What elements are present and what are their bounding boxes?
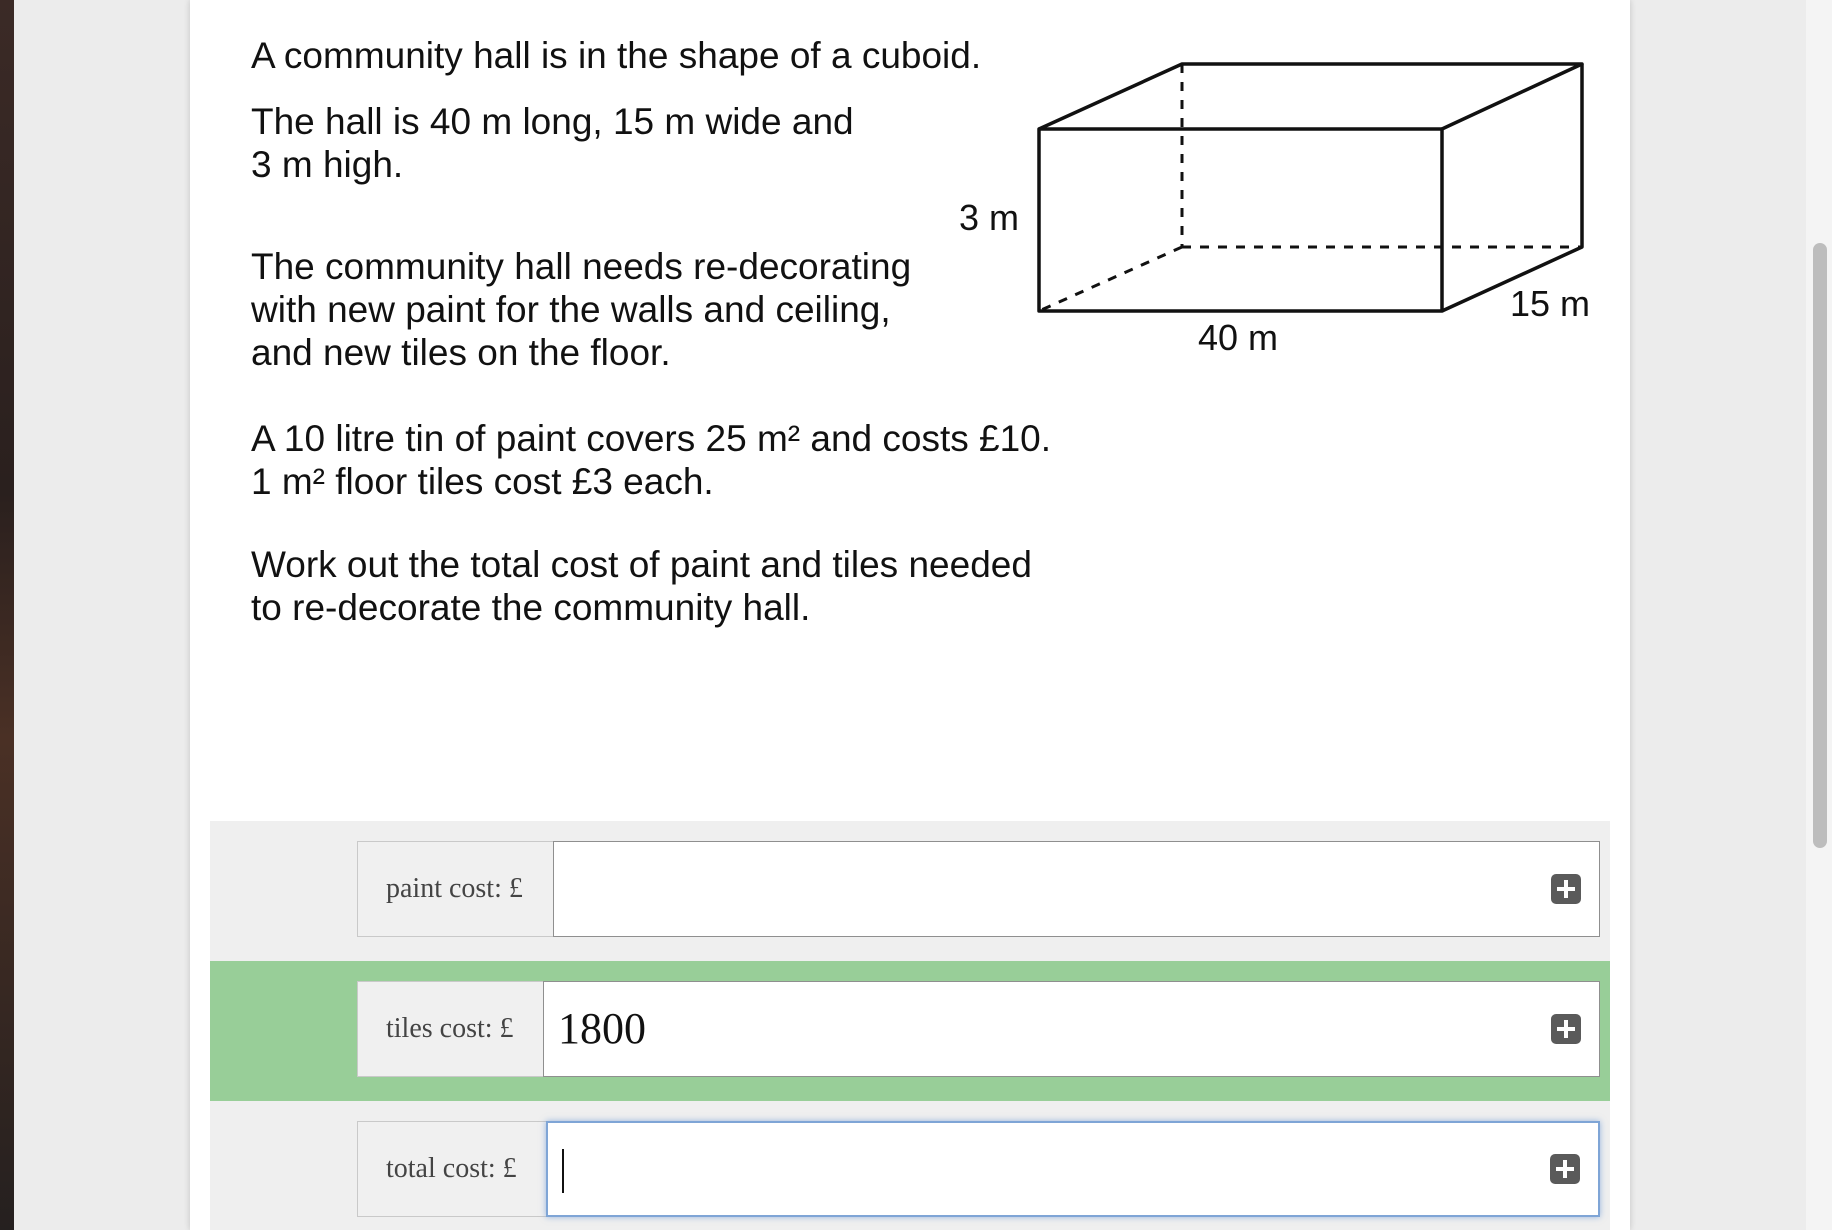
- height-label: 3 m: [959, 197, 1020, 238]
- answer-row-total: [210, 1101, 1610, 1230]
- question-redecorating-line-3: and new tiles on the floor.: [251, 332, 671, 373]
- cuboid-diagram: [190, 0, 1630, 400]
- tiles-cost-value: 1800: [558, 1004, 646, 1053]
- tiles-cost-plus-icon[interactable]: [1551, 1014, 1581, 1044]
- desktop-background-strip: [0, 0, 14, 1230]
- cuboid-right-face: [1442, 64, 1582, 311]
- question-prices-line-2: 1 m² floor tiles cost £3 each.: [251, 461, 714, 502]
- question-redecorating-line-1: The community hall needs re-decorating: [251, 246, 912, 287]
- question-page: [190, 0, 1630, 1230]
- text-cursor: [562, 1149, 564, 1193]
- question-task-line-2: to re-decorate the community hall.: [251, 587, 811, 628]
- answer-row-tiles: [210, 961, 1610, 1101]
- cuboid-top-face: [1039, 64, 1582, 129]
- paint-cost-plus-icon[interactable]: [1551, 874, 1581, 904]
- width-label: 15 m: [1510, 283, 1591, 324]
- answer-row-paint: [210, 821, 1610, 961]
- paint-cost-input[interactable]: [553, 841, 1600, 937]
- question-dimensions-line-1: The hall is 40 m long, 15 m wide and: [251, 101, 854, 142]
- question-task-line-1: Work out the total cost of paint and tiles needed: [251, 544, 1032, 585]
- tiles-cost-input[interactable]: [543, 981, 1600, 1077]
- question-prices-line-1: A 10 litre tin of paint covers 25 m² and costs £10.: [251, 418, 1052, 459]
- scrollbar-thumb[interactable]: [1813, 243, 1827, 848]
- question-intro: A community hall is in the shape of a cuboid.: [251, 35, 982, 76]
- cuboid-hidden-depth-edge: [1039, 247, 1182, 311]
- total-cost-label: total cost: £: [357, 1121, 547, 1217]
- length-label: 40 m: [1198, 317, 1279, 358]
- tiles-cost-label: tiles cost: £: [357, 981, 544, 1077]
- paint-cost-label: paint cost: £: [357, 841, 554, 937]
- question-dimensions-line-2: 3 m high.: [251, 144, 404, 185]
- total-cost-input[interactable]: [546, 1121, 1600, 1217]
- total-cost-plus-icon[interactable]: [1550, 1154, 1580, 1184]
- question-redecorating-line-2: with new paint for the walls and ceiling,: [251, 289, 891, 330]
